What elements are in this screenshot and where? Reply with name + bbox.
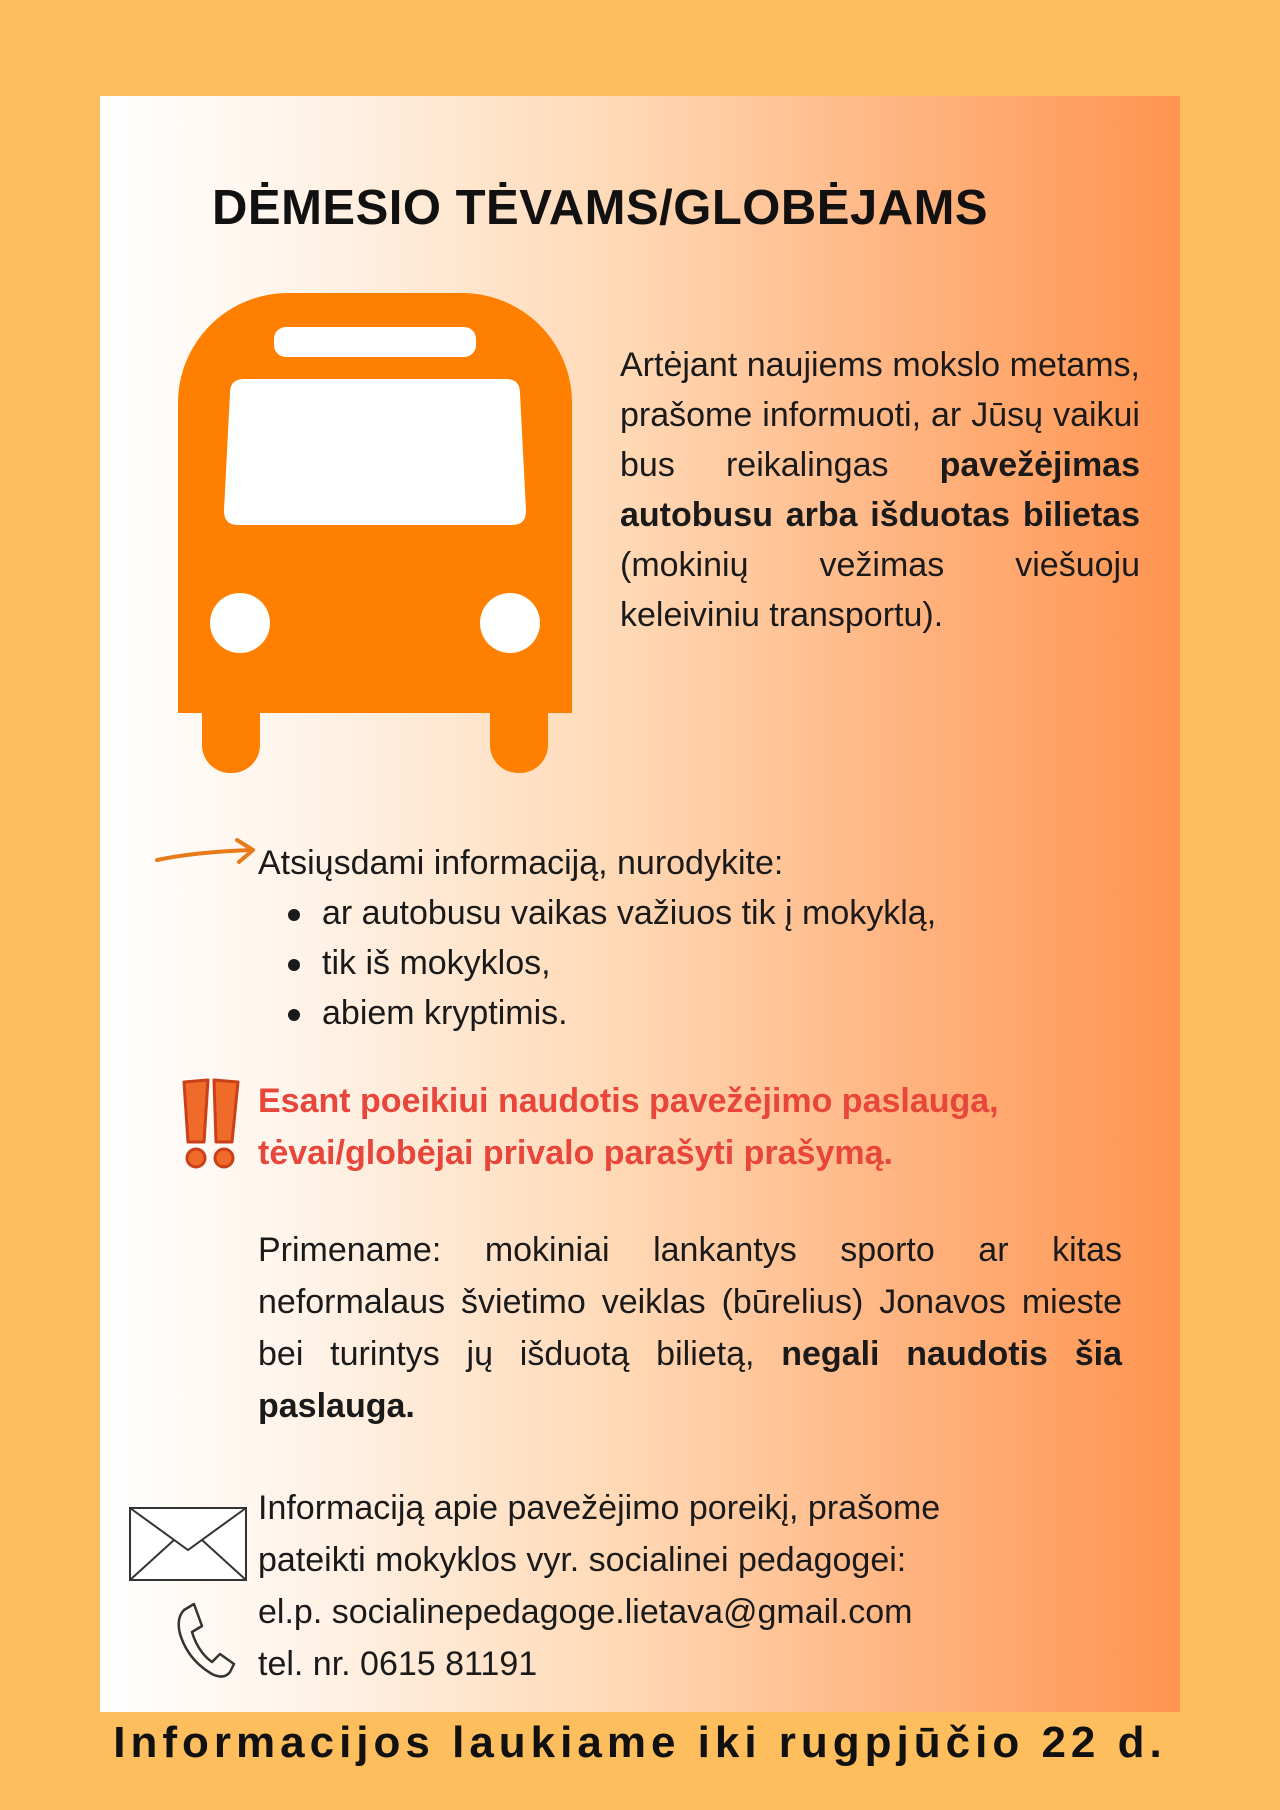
list-item: ar autobusu vaikas važiuos tik į mokyklą,	[286, 888, 936, 938]
instructions-list	[286, 888, 936, 1038]
exclamation-icon	[180, 1076, 242, 1170]
intro-bold: pavežėjimas autobusu arba išduotas bilietas	[620, 446, 1140, 534]
phone-icon	[176, 1600, 236, 1680]
intro-paragraph	[620, 340, 1140, 640]
reminder-paragraph	[258, 1224, 1122, 1432]
envelope-icon	[128, 1506, 248, 1582]
contact-line: Informaciją apie pavežėjimo poreikį, prašome	[258, 1489, 941, 1527]
list-item: abiem kryptimis.	[286, 988, 936, 1038]
bus-icon	[178, 293, 572, 773]
arrow-icon	[155, 838, 255, 878]
intro-text: Artėjant naujiems mokslo metams, prašome informuoti, ar Jūsų vaikui bus reikalingas	[620, 346, 1140, 484]
intro-text-end: (mokinių vežimas viešuoju keleiviniu transportu).	[620, 546, 1140, 634]
contact-email: el.p. socialinepedagoge.lietava@gmail.com	[258, 1593, 913, 1631]
reminder-bold: negali naudotis šia paslauga.	[258, 1335, 1122, 1425]
contact-phone: tel. nr. 0615 81191	[258, 1645, 538, 1683]
instructions-lead: Atsiųsdami informaciją, nurodykite:	[258, 844, 784, 882]
contact-line: pateikti mokyklos vyr. socialinei pedagogei:	[258, 1541, 907, 1579]
list-item: tik iš mokyklos,	[286, 938, 936, 988]
contact-block	[258, 1482, 940, 1690]
warning-text: Esant poeikiui naudotis pavežėjimo paslauga, tėvai/globėjai privalo parašyti prašymą.	[258, 1082, 999, 1172]
deadline-banner: Informacijos laukiame iki rugpjūčio 22 d.	[113, 1718, 1167, 1767]
page-title: DĖMESIO TĖVAMS/GLOBĖJAMS	[212, 181, 989, 235]
reminder-text: Primename: mokiniai lankantys sporto ar kitas neformalaus švietimo veiklas (būrelius) Jonavos mieste bei turintys jų išduotą bilietą,	[258, 1231, 1122, 1373]
